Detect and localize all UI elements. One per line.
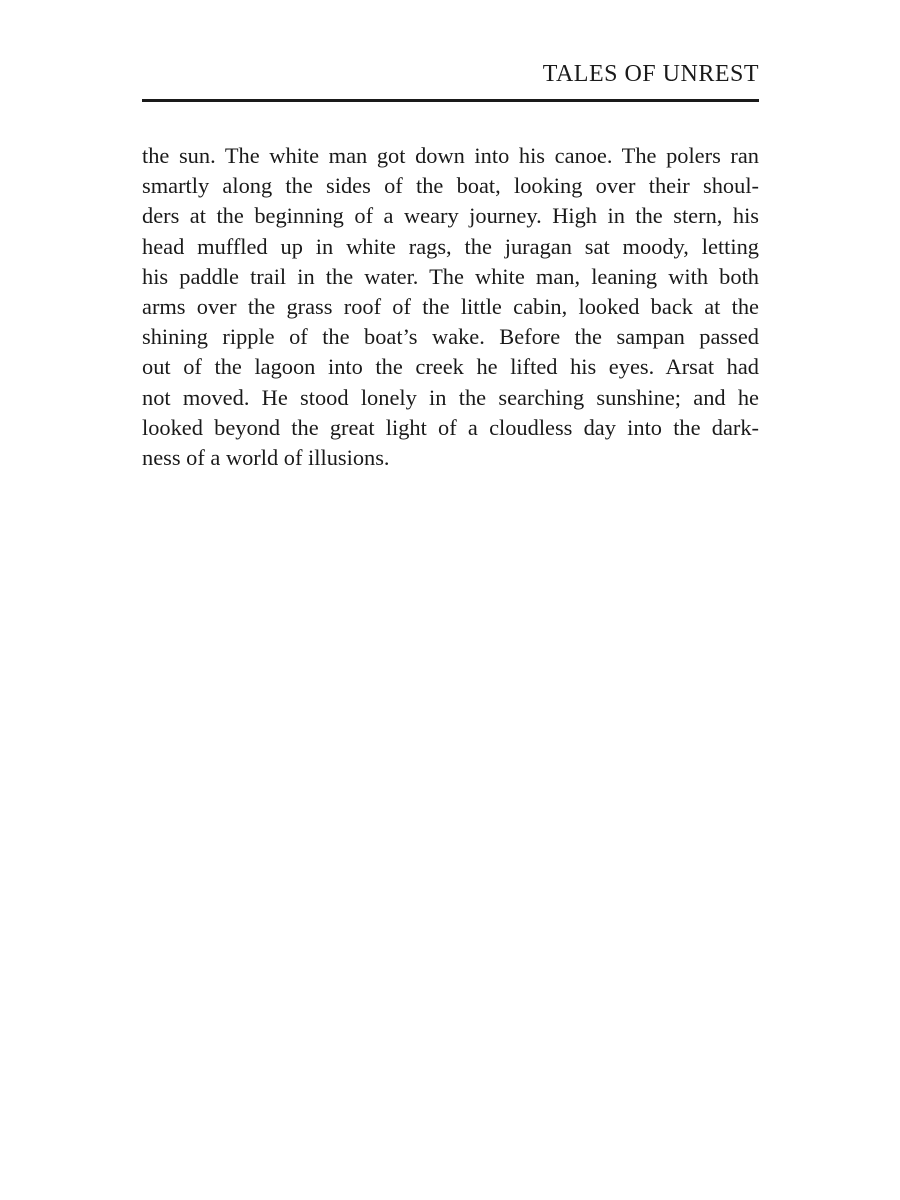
text-line: ders at the beginning of a weary journey. High in the stern, his — [142, 203, 759, 229]
text-line: ness of a world of illusions. — [142, 445, 390, 471]
text-line: looked beyond the great light of a cloudless day into the dark- — [142, 414, 759, 440]
text-line: head muffled up in white rags, the juragan sat moody, letting — [142, 233, 759, 259]
text-line: his paddle trail in the water. The white man, leaning with both — [142, 263, 759, 289]
running-header-title: TALES OF UNREST — [542, 61, 759, 87]
text-line: not moved. He stood lonely in the searching sunshine; and he — [142, 384, 759, 410]
text-line: smartly along the sides of the boat, looking over their shoul- — [142, 173, 759, 199]
text-line: the sun. The white man got down into his canoe. The polers ran — [142, 143, 759, 168]
text-line: arms over the grass roof of the little cabin, looked back at the — [142, 294, 759, 320]
header-rule — [142, 99, 759, 102]
text-line: out of the lagoon into the creek he lifted his eyes. Arsat had — [142, 354, 759, 380]
text-line: shining ripple of the boat’s wake. Before the sampan passed — [142, 324, 759, 350]
body-paragraph — [142, 141, 759, 473]
